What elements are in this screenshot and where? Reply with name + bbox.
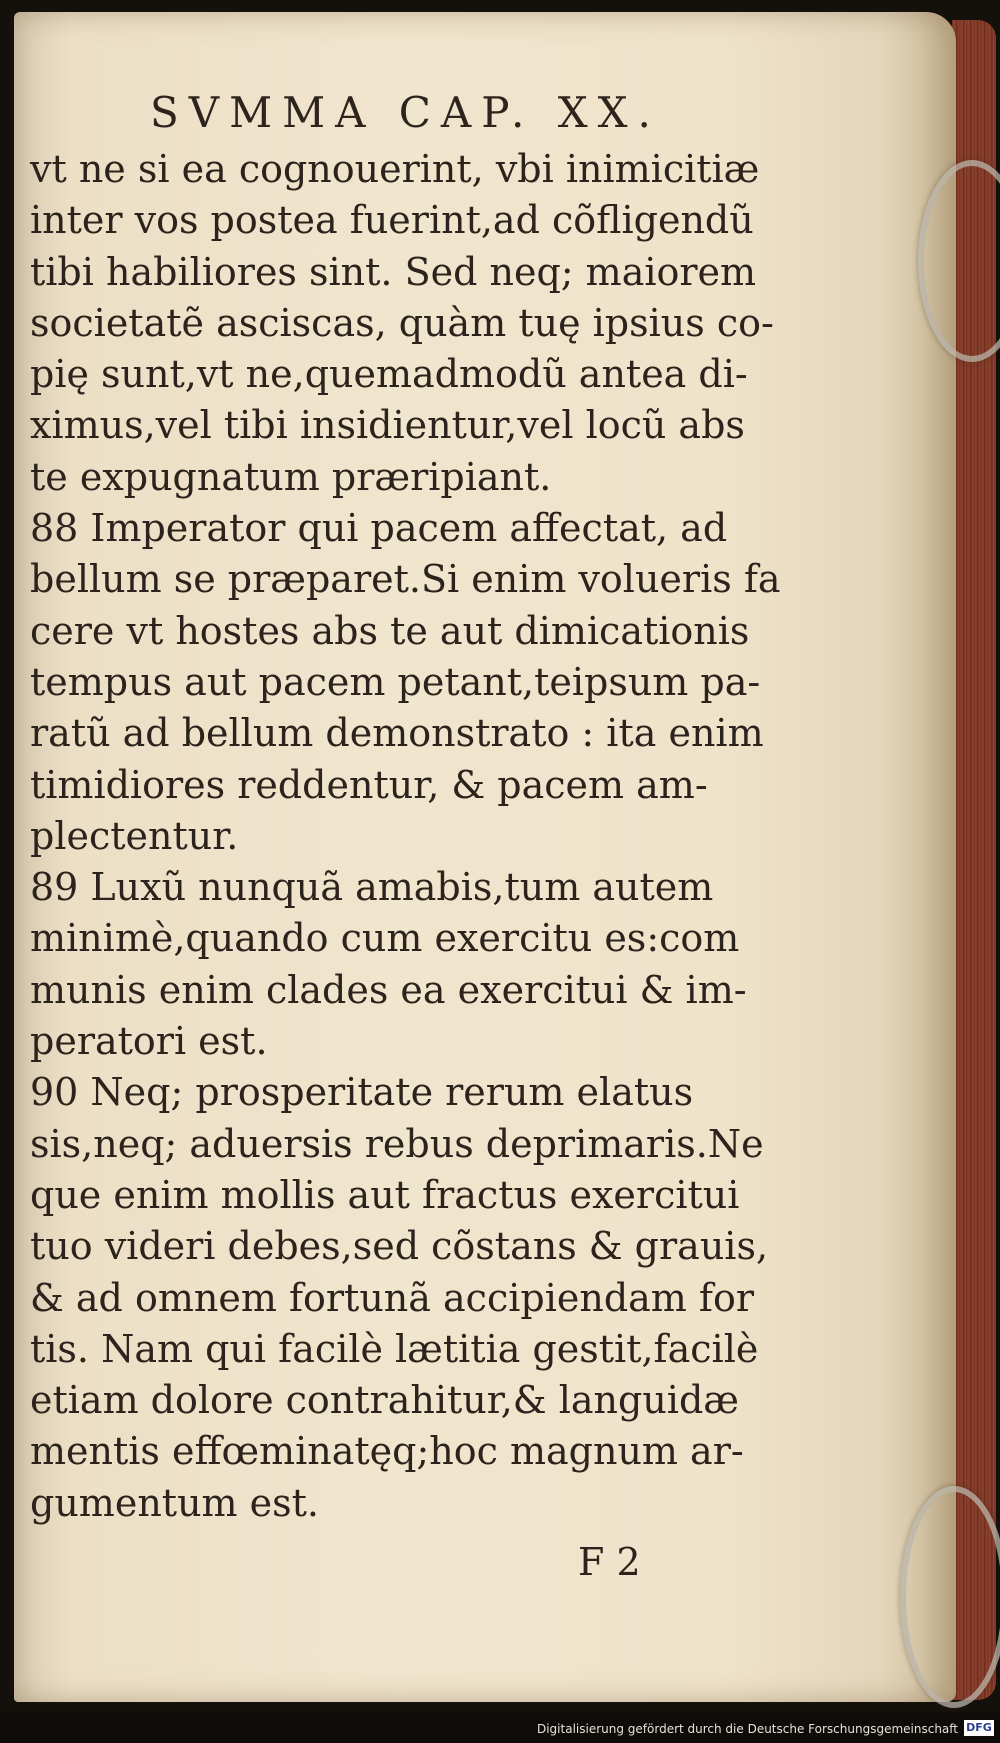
text-line: ratũ ad bellum demonstrato : ita enim: [30, 711, 764, 756]
text-line: cere vt hostes abs te aut dimicationis: [30, 608, 750, 653]
text-line: sis,neq; aduersis rebus deprimaris.Ne: [30, 1121, 764, 1166]
digitization-credit: Digitalisierung gefördert durch die Deutsche Forschungsgemeinschaft: [536, 1722, 958, 1736]
text-line: que enim mollis aut fractus exercitui: [30, 1172, 740, 1217]
text-line: 90 Neq; prosperitate rerum elatus: [30, 1070, 694, 1115]
text-line: te expugnatum præripiant.: [30, 454, 552, 499]
text-line: inter vos postea fuerint,ad cõfligendũ: [30, 198, 754, 243]
text-line: plectentur.: [30, 813, 239, 858]
text-line: ximus,vel tibi insidientur,vel locũ abs: [30, 403, 745, 448]
running-head: SVMMA CAP. XX.: [150, 88, 661, 137]
text-line: 89 Luxũ nunquã amabis,tum autem: [30, 865, 714, 910]
dfg-logo: DFG: [964, 1720, 994, 1736]
body-text: [30, 144, 781, 1529]
text-line: munis enim clades ea exercitui & im-: [30, 967, 747, 1012]
text-line: timidiores reddentur, & pacem am-: [30, 762, 708, 807]
text-line: minimè,quando cum exercitu es:com: [30, 916, 740, 961]
text-line: vt ne si ea cognouerint, vbi inimicitiæ: [30, 147, 760, 191]
signature-mark: F 2: [578, 1540, 641, 1584]
text-line: peratori est.: [30, 1019, 268, 1064]
clasp-bottom-icon: [900, 1486, 1000, 1708]
text-line: tis. Nam qui facilè lætitia gestit,facilè: [30, 1326, 759, 1371]
text-line: mentis effœminatęq;hoc magnum ar-: [30, 1429, 744, 1474]
text-line: societatẽ asciscas, quàm tuę ipsius co-: [30, 300, 774, 345]
text-line: gumentum est.: [30, 1480, 319, 1525]
text-line: tibi habiliores sint. Sed neq; maiorem: [30, 249, 757, 294]
text-line: tuo videri debes,sed cõstans & grauis,: [30, 1224, 769, 1269]
text-line: & ad omnem fortunã accipiendam for: [30, 1275, 755, 1320]
text-line: 88 Imperator qui pacem affectat, ad: [30, 506, 728, 551]
text-line: etiam dolore contrahitur,& languidæ: [30, 1378, 739, 1423]
text-line: pię sunt,vt ne,quemadmodũ antea di-: [30, 352, 748, 397]
text-line: tempus aut pacem petant,teipsum pa-: [30, 659, 761, 704]
text-line: bellum se præparet.Si enim volueris fa: [30, 557, 781, 602]
